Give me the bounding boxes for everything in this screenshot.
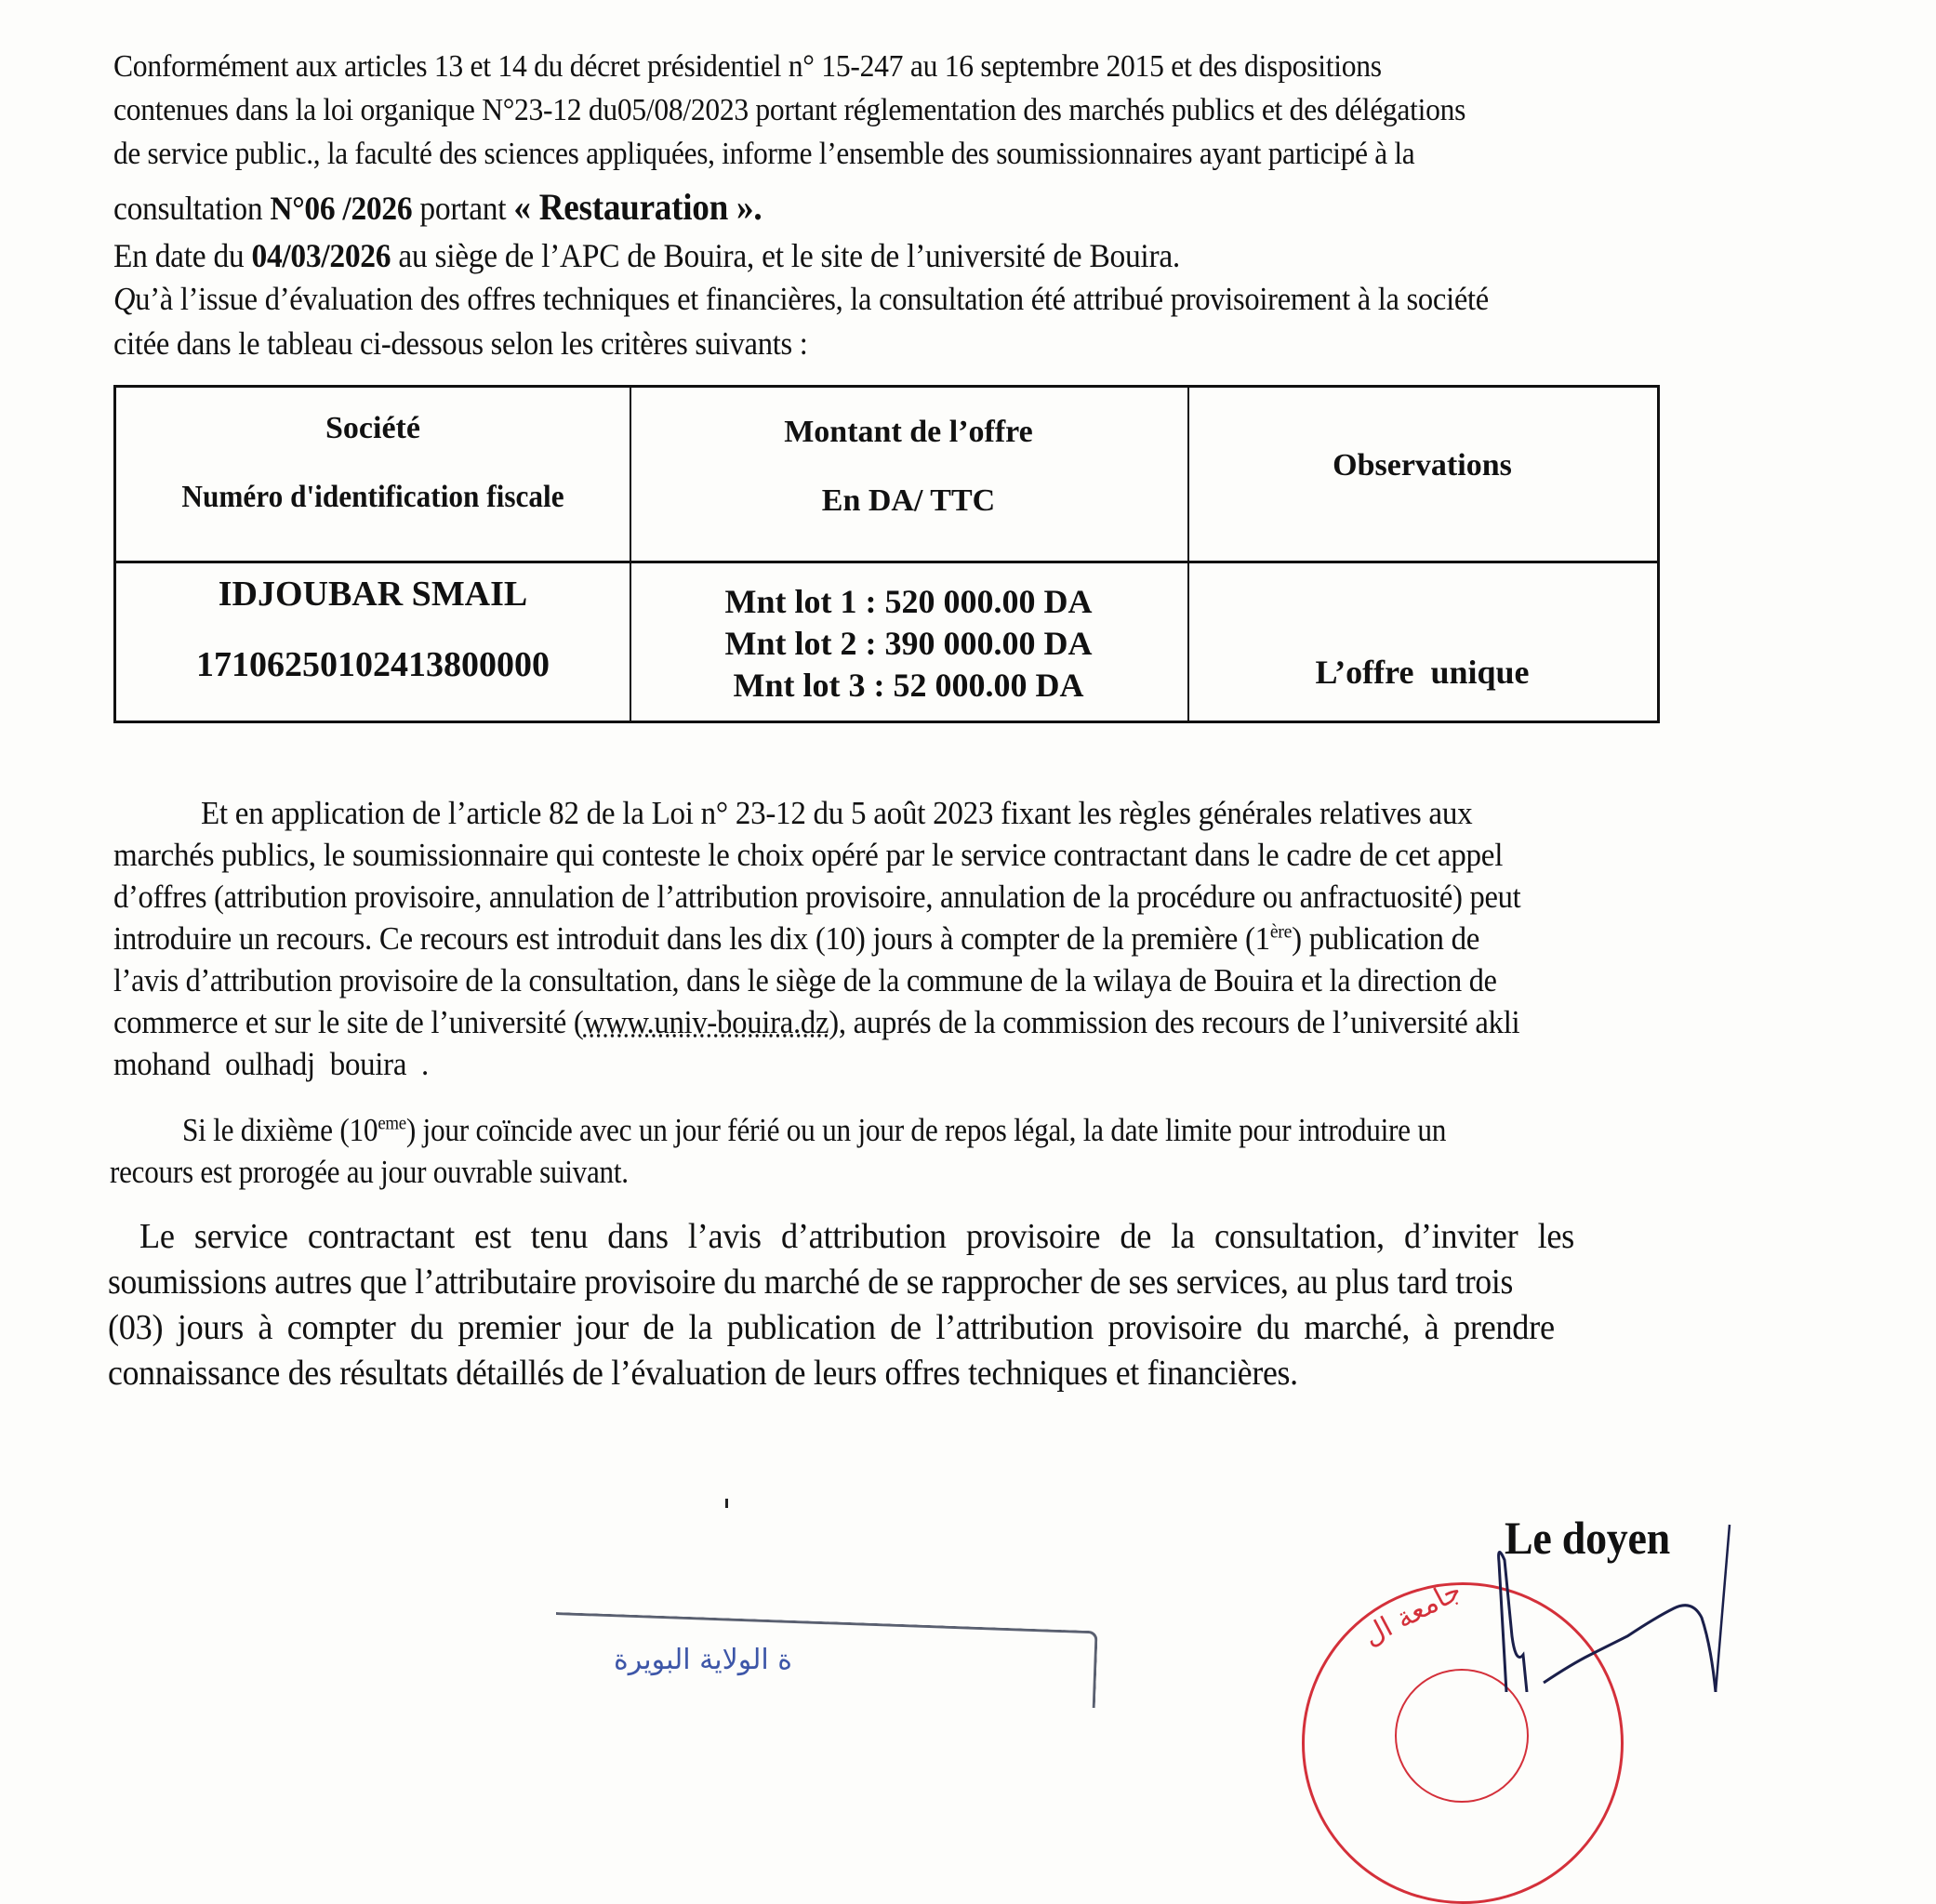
intro-line-4-prefix: consultation (113, 190, 271, 227)
company-nif: 17106250102413800000 (196, 645, 550, 684)
intro-line-1: Conformément aux articles 13 et 14 du décret présidentiel n° 15-247 au 16 septembre 2015 et des dispositions (113, 49, 1382, 84)
recours-line-4 (113, 920, 1479, 958)
attribution-table (113, 385, 1660, 723)
consultation-number: N°06 /2026 (270, 190, 413, 227)
holiday-line-1-sup: eme (378, 1111, 406, 1134)
recours-line-4-prefix: introduire un recours. Ce recours est introduit dans les dix (10) jours à compter de la première (1 (113, 920, 1270, 957)
intro-line-5-suffix: au siège de l’APC de Bouira, et le site de l’université de Bouira. (391, 237, 1180, 274)
signature-stroke (1544, 1606, 1716, 1692)
recours-line-5: l’avis d’attribution provisoire de la consultation, dans le siège de la commune de la wilaya de Bouira et la direction de (113, 962, 1497, 998)
recours-line-4-sup: ère (1269, 919, 1293, 943)
ink-speck (725, 1499, 728, 1508)
holiday-line-1 (182, 1112, 1446, 1149)
company-name: IDJOUBAR SMAIL (218, 575, 528, 614)
recours-line-4-suffix: ) publication de (1292, 920, 1480, 957)
intro-line-7: citée dans le tableau ci-dessous selon les critères suivants : (113, 325, 808, 362)
intro-line-6-initial: Q (113, 281, 136, 317)
amount-lot-3: Mnt lot 3 : 52 000.00 DA (733, 667, 1084, 704)
intro-line-6 (113, 281, 1489, 318)
session-date: 04/03/2026 (251, 237, 391, 274)
university-website-link[interactable]: www.univ-bouira.dz (583, 1004, 829, 1040)
holiday-line-1-suffix: ) jour coïncide avec un jour férié ou un jour de repos légal, la date limite pour introduire un (405, 1112, 1447, 1148)
table-divider (116, 561, 1657, 563)
signatory-title: Le doyen (1505, 1512, 1670, 1564)
recours-line-6 (113, 1004, 1519, 1041)
header-unit: En DA/ TTC (821, 483, 996, 518)
obligation-line-3: (03) jours à compter du premier jour de la publication de l’attribution provisoire du marché, à prendre (108, 1308, 1555, 1347)
intro-line-5 (113, 237, 1180, 274)
recours-line-2: marchés publics, le soumissionnaire qui conteste le choix opéré par le service contractant dans le cadre de cet appel (113, 837, 1504, 873)
recours-line-6-suffix: ), auprés de la commission des recours de l’université akli (829, 1004, 1520, 1040)
recours-line-1: Et en application de l’article 82 de la Loi n° 23-12 du 5 août 2023 fixant les règles générales relatives aux (201, 795, 1473, 831)
header-nif: Numéro d'identification fiscale (181, 480, 564, 514)
obligation-line-4: connaissance des résultats détaillés de l’évaluation de leurs offres techniques et financières. (108, 1354, 1298, 1393)
intro-line-4-mid: portant (412, 190, 514, 227)
signature-stroke (1716, 1525, 1730, 1692)
intro-line-5-prefix: En date du (113, 237, 252, 274)
signature-scribble (1451, 1506, 1785, 1692)
stamp-text: ة الولاية البويرة (614, 1644, 792, 1676)
observation: L’offre unique (1315, 654, 1530, 691)
recours-line-6-prefix: commerce et sur le site de l’université ( (113, 1004, 584, 1040)
holiday-line-1-prefix: Si le dixième (10 (182, 1112, 378, 1148)
intro-line-3: de service public., la faculté des sciences appliquées, informe l’ensemble des soumissionnaires ayant participé à la (113, 137, 1415, 171)
recours-line-7: mohand oulhadj bouira . (113, 1046, 429, 1082)
amount-lot-1: Mnt lot 1 : 520 000.00 DA (724, 583, 1093, 620)
holiday-line-2: recours est prorogée au jour ouvrable suivant. (110, 1154, 629, 1190)
signature-stroke (1499, 1552, 1527, 1692)
consultation-subject: « Restauration ». (513, 186, 762, 228)
obligation-line-2: soumissions autres que l’attributaire provisoire du marché de se rapprocher de ses services, au plus tard trois (108, 1263, 1514, 1302)
seal-text: جامعة ال (1358, 1574, 1467, 1653)
intro-line-6-text: u’à l’issue d’évaluation des offres techniques et financières, la consultation été attribué provisoirement à la société (135, 281, 1489, 317)
header-societe: Société (325, 411, 420, 445)
recours-line-3: d’offres (attribution provisoire, annulation de l’attribution provisoire, annulation de la procédure ou anfractuosité) peut (113, 879, 1521, 915)
amount-lot-2: Mnt lot 2 : 390 000.00 DA (724, 625, 1093, 662)
obligation-line-1: Le service contractant est tenu dans l’avis d’attribution provisoire de la consultation, d’inviter les (139, 1217, 1575, 1256)
intro-line-4 (113, 186, 762, 228)
intro-line-2: contenues dans la loi organique N°23-12 du05/08/2023 portant réglementation des marchés publics et des délégations (113, 93, 1466, 127)
header-montant: Montant de l’offre (784, 415, 1033, 449)
header-observations: Observations (1333, 448, 1512, 483)
